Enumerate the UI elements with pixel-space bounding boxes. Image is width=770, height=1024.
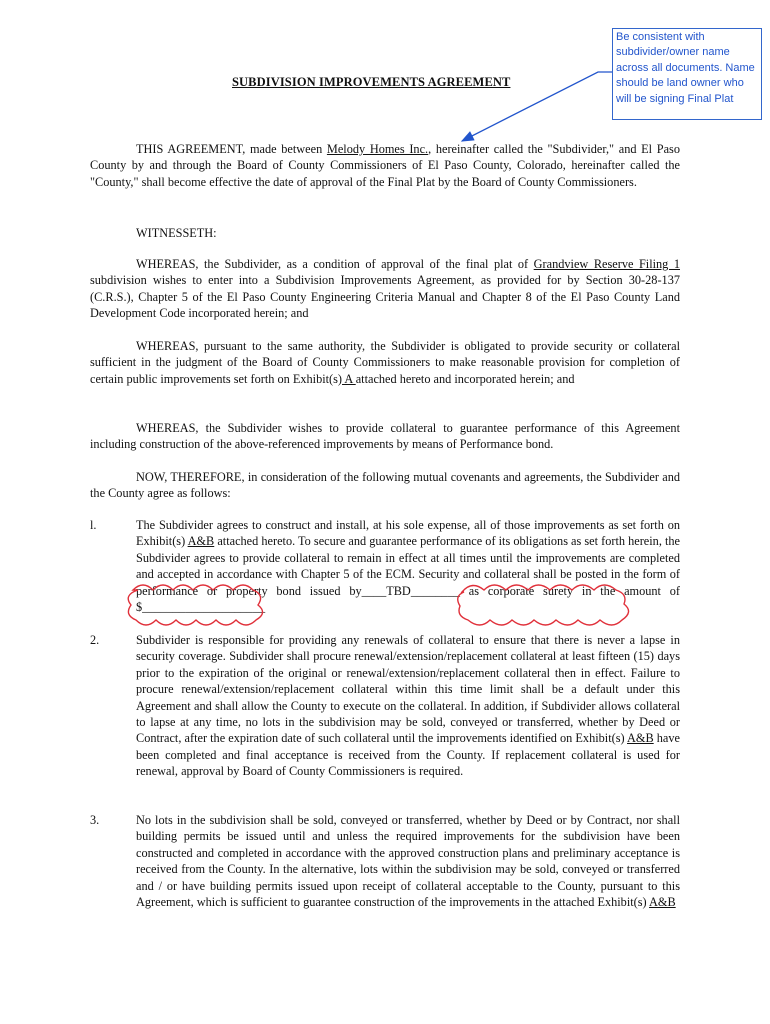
amount-field[interactable]: ____________________ [142,600,266,615]
whereas2-exhibit: A [342,371,356,386]
item2-text-2: have been completed and final acceptance is received from the County. If replacement collateral is used for renewal, approval by Board of County Commissioners is required. [136,731,680,779]
item-text [136,632,680,780]
document-title: SUBDIVISION IMPROVEMENTS AGREEMENT [232,75,511,89]
item3-text-1: No lots in the subdivision shall be sold, conveyed or transferred, whether by Deed or by Contract, nor shall building permits be issued until and unless the required improvements for the subdivision have been constructed and completed in accordance with the approved construction plans and preliminary acceptance is received from the County. In the alternative, lots within the subdivision may be sold, conveyed or transferred and / or have building permits issued upon receipt of collateral acceptable to the County, pursuant to this Agreement, which is sufficient to guarantee construction of the improvements in the attached Exhibit(s) [136,813,680,910]
whereas1-text-1: WHEREAS, the Subdivider, as a condition of approval of the final plat of [136,257,534,271]
item3-exhibit: A&B [649,895,676,910]
surety-field[interactable]: ____TBD________ [361,583,461,598]
item-number: 2. [90,633,100,647]
intro-text-2: , hereinafter called the "Subdivider," and El Paso County by and through the Board of County Commissioners of El Paso County, Colorado, hereinafter called the "County," shall become effective the date of approval of the Final Plat by the Board of County Commissioners. [90,142,680,189]
item-text [136,517,680,615]
plat-name: Grandview Reserve Filing 1 [533,257,680,271]
whereas-paragraph-1 [90,256,680,322]
intro-text-1: THIS AGREEMENT, made between [136,142,327,156]
item-number: l. [90,518,97,532]
whereas2-text-2: attached hereto and incorporated herein; and [355,371,575,386]
whereas-paragraph-3: WHEREAS, the Subdivider wishes to provide collateral to guarantee performance of this Agreement including construction of the above-referenced improvements by means of Performance bond. [90,421,680,452]
witnesseth-heading: WITNESSETH: [136,226,217,240]
item2-text-1: Subdivider is responsible for providing any renewals of collateral to ensure that there is never a lapse in security coverage. Subdivider shall procure renewal/extension/replacement collateral at least fifteen (15) days prior to the expiration of the original or renewal/extension/replacement collateral then in effect. Failure to procure renewal/extension/replacement collateral within this time limit shall be a default under this Agreement and shall allow the County to execute on the collateral. In addition, if Subdivider allows collateral to lapse at any time, no lots in the subdivision may be sold, conveyed or transferred, whether by Deed or Contract, after the expiration date of such collateral until the improvements identified on Exhibit(s) [136,633,680,746]
item1-text-1: The Subdivider agrees to construct and install, at his sole expense, all of those improvements as set forth on Exhibit(s) [136,518,680,549]
comment-callout[interactable]: Be consistent with subdivider/owner name across all documents. Name should be land owner who will be signing Final Plat [612,28,762,120]
whereas-paragraph-2 [90,338,680,387]
whereas2-text-1: WHEREAS, pursuant to the same authority, the Subdivider is obligated to provide security or collateral sufficient in the judgment of the Board of County Commissioners to make reasonable provision for completion of certain public improvements set forth on Exhibit(s) [90,339,680,386]
item-text [136,812,680,910]
item-number: 3. [90,813,100,827]
intro-paragraph [90,141,680,190]
item1-text-3: as corporate surety in the amount of $ [136,583,680,615]
now-therefore-paragraph: NOW, THEREFORE, in consideration of the following mutual covenants and agreements, the Subdivider and the County agree as follows: [90,470,680,501]
whereas1-text-2: subdivision wishes to enter into a Subdivision Improvements Agreement, as provided for by Section 30-28-137 (C.R.S.), Chapter 5 of the El Paso County Engineering Criteria Manual and Chapter 8 of the El Paso County Land Development Code incorporated herein; and [90,273,680,321]
item1-exhibit: A&B [187,534,215,549]
subdivider-name: Melody Homes Inc. [326,142,429,156]
item2-exhibit: A&B [627,731,654,746]
item1-text-2: attached hereto. To secure and guarantee performance of its obligations as set forth herein, the Subdivider agrees to provide collateral to remain in effect at all times until the improvements are completed and accepted in accordance with Chapter 5 of the ECM. Security and collateral shall be posted in the form of performance or property bond issued by [136,534,681,598]
